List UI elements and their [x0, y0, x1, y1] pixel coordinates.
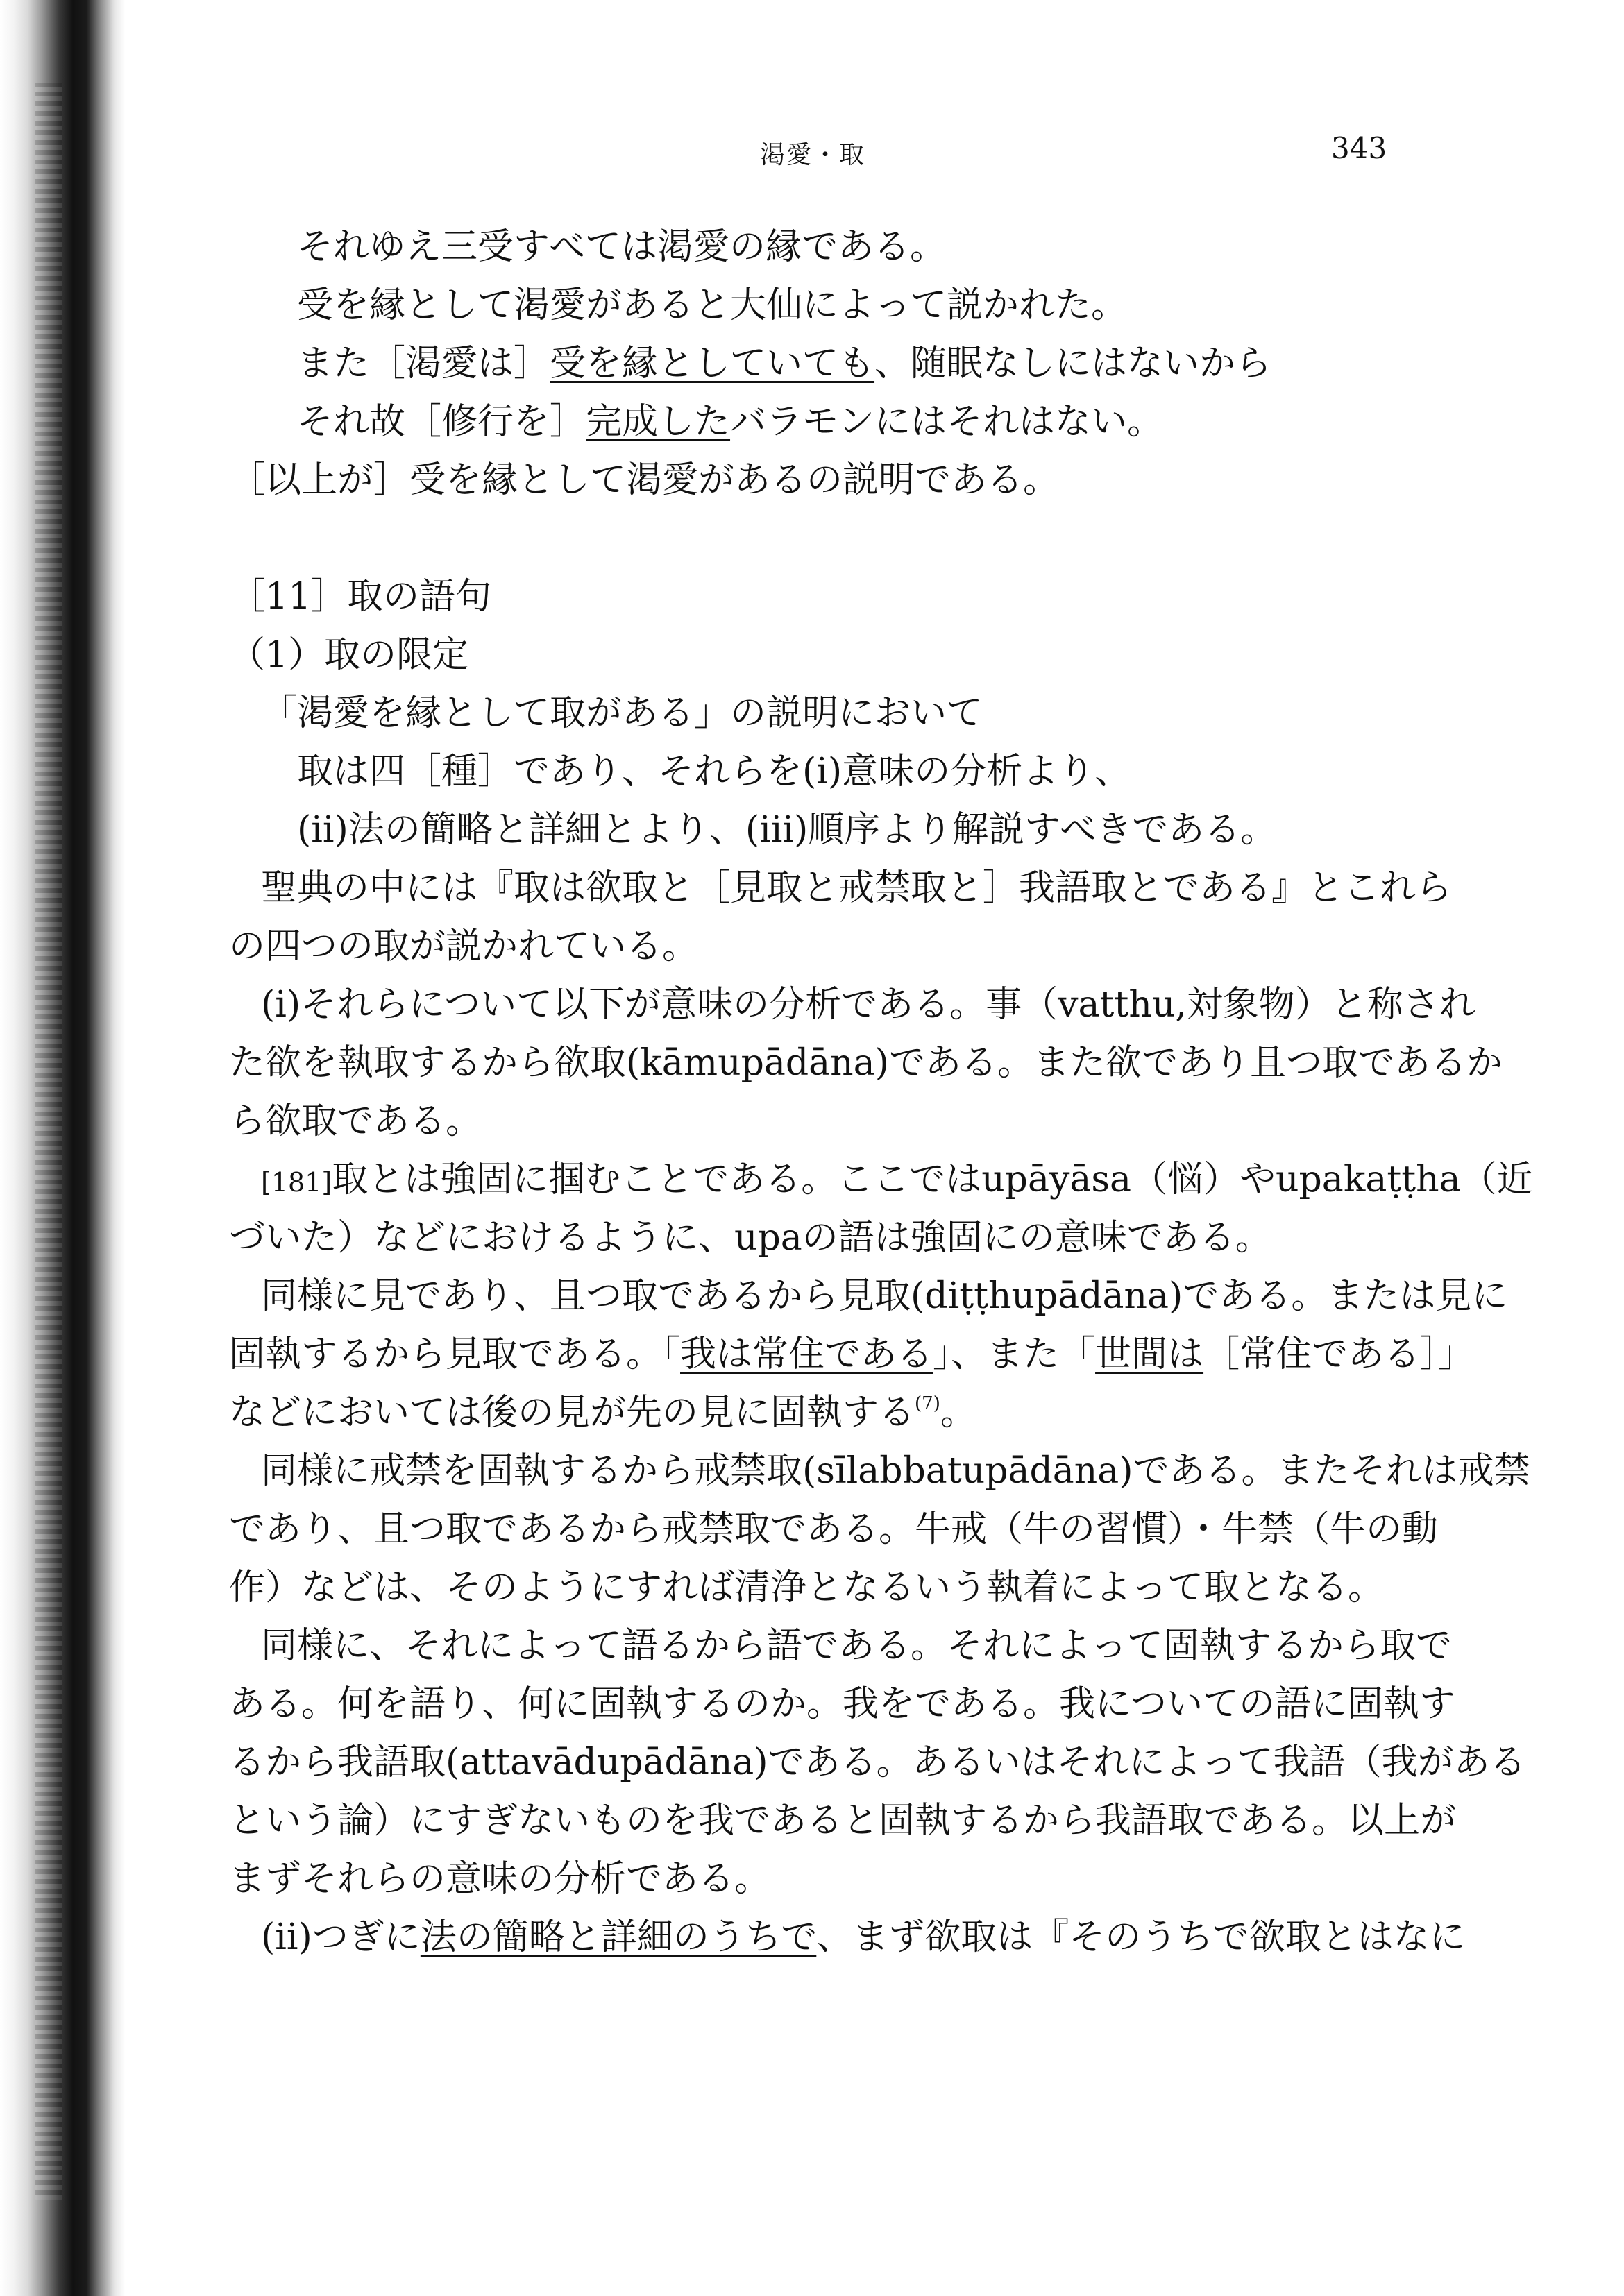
verse-text: それ故［修行を］: [297, 401, 586, 443]
paragraph-line: [229, 1159, 1533, 1220]
verse-line: 取は四［種］であり、それらを(i)意味の分析より、: [297, 751, 1131, 792]
paragraph-line: づいた）などにおけるように、upaの語は強固にの意味である。: [229, 1217, 1271, 1259]
verse-line: それゆえ三受すべては渇愛の縁である。: [297, 226, 946, 268]
subsection-heading: （1）取の限定: [229, 634, 469, 676]
paragraph-line: まずそれらの意味の分析である。: [229, 1858, 771, 1900]
underlined-phrase: 世間は: [1095, 1334, 1204, 1375]
verse-text: また［渇愛は］: [297, 343, 550, 384]
verse-summary: ［以上が］受を縁として渇愛があるの説明である。: [229, 459, 1060, 501]
paragraph-line: ら欲取である。: [229, 1100, 482, 1142]
intro-line: 「渇愛を縁として取がある」の説明において: [261, 692, 983, 734]
paragraph-line: 作）などは、そのようにすれば清浄となるいう執着によって取となる。: [229, 1567, 1385, 1608]
source-reference: [181]: [261, 1167, 332, 1198]
paragraph-text: 固執するから見取である。「: [229, 1334, 681, 1375]
paragraph-line: という論）にすぎないものを我であると固執するから我語取である。以上が: [229, 1800, 1457, 1842]
underlined-phrase: 我は常住である: [680, 1334, 933, 1375]
paragraph-text: (ii)つぎに: [261, 1916, 421, 1958]
paragraph-line: 同様に見であり、且つ取であるから見取(diṭṭhupādāna)である。または見に: [261, 1275, 1508, 1317]
paragraph-text: ［常住である］」: [1203, 1334, 1475, 1375]
section-heading: ［11］取の語句: [229, 576, 492, 618]
underlined-phrase: 法の簡略と詳細のうちで: [420, 1916, 817, 1958]
paragraph-line: の四つの取が説かれている。: [229, 926, 699, 967]
paragraph-line: [229, 1334, 1475, 1395]
paragraph-line: であり、且つ取であるから戒禁取である。牛戒（牛の習慣）・牛禁（牛の動: [229, 1508, 1439, 1550]
book-spine-shadow: [0, 0, 125, 2296]
underlined-phrase: 受を縁としていても: [550, 343, 875, 384]
paragraph-line: ある。何を語り、何に固執するのか。我をである。我についての語に固執す: [229, 1683, 1455, 1725]
paragraph-line: [229, 1916, 1466, 1978]
underlined-phrase: 完成した: [586, 401, 731, 443]
paragraph-line: 同様に戒禁を固執するから戒禁取(sīlabbatupādāna)である。またそれは戒禁: [261, 1450, 1530, 1492]
verse-line: [229, 401, 1423, 462]
paragraph-text: 」、また「: [933, 1334, 1096, 1375]
page-number: 343: [1331, 131, 1387, 165]
paragraph-text: 、まず欲取は『そのうちで欲取とはなに: [816, 1916, 1466, 1958]
page-body: [229, 226, 1533, 1978]
paragraph-line: (i)それらについて以下が意味の分析である。事（vatthu,対象物）と称され: [261, 984, 1475, 1026]
page-header: [0, 131, 1624, 184]
verse-text: 、随眠なしにはないから: [874, 343, 1272, 384]
paragraph-text: 取とは強固に掴むことである。ここではupāyāsa（悩）やupakaṭṭha（近: [332, 1159, 1533, 1200]
running-title: 渇愛・取: [760, 141, 866, 169]
paragraph-text: 。: [940, 1392, 976, 1434]
paragraph-text: などにおいては後の見が先の見に固執する: [229, 1392, 915, 1434]
verse-line: [229, 343, 1423, 404]
footnote-marker[interactable]: (7): [915, 1393, 940, 1414]
verse-line: 受を縁として渇愛があると大仙によって説かれた。: [297, 284, 1128, 326]
paragraph-line: [229, 1392, 1423, 1453]
verse-line: (ii)法の簡略と詳細とより、(iii)順序より解説すべきである。: [297, 809, 1277, 851]
paragraph-line: 同様に、それによって語るから語である。それによって固執するから取で: [261, 1625, 1453, 1667]
paragraph-line: るから我語取(attavādupādāna)である。あるいはそれによって我語（我がある: [229, 1742, 1526, 1783]
verse-text: バラモンにはそれはない。: [730, 401, 1164, 443]
paragraph-line: 聖典の中には『取は欲取と［見取と戒禁取と］我語取とである』とこれら: [261, 867, 1453, 909]
paragraph-line: た欲を執取するから欲取(kāmupādāna)である。また欲であり且つ取であるか: [229, 1042, 1503, 1084]
